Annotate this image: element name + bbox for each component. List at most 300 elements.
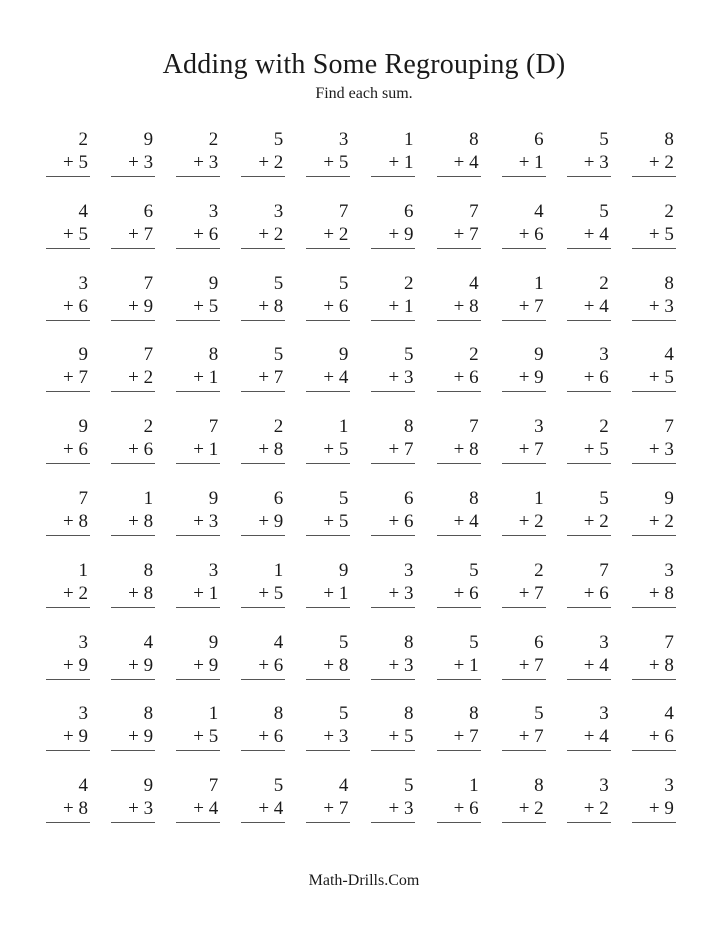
addend-top: 5 bbox=[534, 703, 544, 725]
addend-top: 3 bbox=[599, 344, 609, 366]
answer-line bbox=[111, 391, 155, 392]
answer-line bbox=[46, 607, 90, 608]
plus-sign: + bbox=[128, 510, 139, 532]
addend-bottom-value: 1 bbox=[403, 152, 414, 173]
addend-top: 8 bbox=[273, 703, 284, 725]
addition-problem bbox=[632, 773, 676, 833]
plus-sign: + bbox=[128, 726, 139, 748]
addend-bottom-value: 7 bbox=[534, 439, 544, 461]
plus-sign: + bbox=[193, 582, 204, 604]
plus-sign: + bbox=[193, 152, 204, 173]
addend-bottom-value: 2 bbox=[143, 367, 154, 389]
answer-line bbox=[632, 679, 676, 680]
answer-line bbox=[502, 463, 546, 464]
addend-top: 7 bbox=[469, 200, 479, 222]
plus-sign: + bbox=[193, 510, 204, 532]
plus-sign: + bbox=[388, 726, 400, 748]
answer-line bbox=[306, 176, 350, 177]
addend-top: 3 bbox=[78, 272, 88, 294]
addend-bottom bbox=[128, 152, 153, 174]
addend-bottom-value: 4 bbox=[599, 223, 609, 245]
addend-top: 8 bbox=[143, 703, 154, 725]
addend-bottom-value: 7 bbox=[534, 726, 544, 748]
addend-top: 6 bbox=[534, 631, 544, 653]
plus-sign: + bbox=[193, 223, 204, 245]
addend-bottom-value: 3 bbox=[599, 152, 609, 173]
answer-line bbox=[371, 822, 415, 823]
addend-bottom-value: 5 bbox=[78, 152, 88, 173]
addend-bottom-value: 2 bbox=[534, 510, 544, 532]
worksheet-title: Adding with Some Regrouping (D) bbox=[162, 49, 566, 80]
addend-top: 7 bbox=[664, 416, 674, 438]
addend-top: 2 bbox=[208, 129, 219, 150]
addend-bottom bbox=[258, 655, 283, 677]
addend-bottom-value: 7 bbox=[338, 798, 349, 820]
plus-sign: + bbox=[453, 798, 465, 820]
addition-problem bbox=[371, 630, 415, 690]
addition-problem bbox=[437, 486, 481, 546]
addend-bottom bbox=[454, 655, 479, 677]
addend-bottom bbox=[649, 511, 674, 533]
addend-bottom bbox=[128, 655, 153, 677]
addend-top: 8 bbox=[208, 344, 219, 366]
answer-line bbox=[241, 248, 285, 249]
addend-top: 3 bbox=[208, 559, 219, 581]
addend-bottom-value: 9 bbox=[664, 798, 674, 820]
plus-sign: + bbox=[583, 295, 595, 317]
plus-sign: + bbox=[518, 295, 530, 317]
plus-sign: + bbox=[128, 798, 139, 820]
answer-line bbox=[176, 248, 220, 249]
answer-line bbox=[111, 176, 155, 177]
addend-bottom bbox=[519, 511, 544, 533]
addition-problem bbox=[502, 701, 546, 761]
addition-problem bbox=[437, 773, 481, 833]
addend-bottom bbox=[323, 583, 348, 605]
answer-line bbox=[632, 463, 676, 464]
addend-bottom bbox=[519, 655, 544, 677]
answer-line bbox=[502, 391, 546, 392]
addend-bottom-value: 9 bbox=[78, 726, 88, 748]
addend-top: 4 bbox=[338, 775, 349, 797]
answer-line bbox=[241, 607, 285, 608]
answer-line bbox=[46, 176, 90, 177]
addend-bottom bbox=[584, 511, 609, 533]
addend-top: 9 bbox=[208, 487, 219, 509]
plus-sign: + bbox=[63, 510, 74, 532]
plus-sign: + bbox=[648, 510, 660, 532]
addend-bottom-value: 4 bbox=[599, 726, 609, 748]
addend-bottom-value: 8 bbox=[273, 295, 284, 317]
addend-bottom-value: 2 bbox=[599, 510, 609, 532]
plus-sign: + bbox=[258, 439, 270, 461]
addition-problem bbox=[567, 271, 611, 331]
addend-top: 5 bbox=[403, 344, 414, 366]
addend-bottom-value: 6 bbox=[143, 439, 154, 461]
addend-bottom-value: 8 bbox=[143, 582, 154, 604]
addend-bottom bbox=[389, 439, 414, 461]
addend-bottom bbox=[128, 798, 153, 820]
addend-top: 7 bbox=[78, 487, 88, 509]
answer-line bbox=[111, 822, 155, 823]
addend-bottom bbox=[128, 726, 153, 748]
addend-top: 8 bbox=[469, 703, 479, 725]
addend-top: 7 bbox=[469, 416, 479, 438]
addend-bottom bbox=[258, 726, 283, 748]
addition-problem bbox=[111, 701, 155, 761]
addend-bottom bbox=[584, 367, 609, 389]
addition-problem bbox=[632, 558, 676, 618]
addition-problem bbox=[176, 342, 220, 402]
addition-problem bbox=[46, 773, 90, 833]
addend-bottom bbox=[128, 296, 153, 318]
addition-problem bbox=[567, 127, 611, 187]
addend-top: 8 bbox=[143, 559, 154, 581]
plus-sign: + bbox=[518, 654, 530, 676]
addend-bottom bbox=[63, 439, 88, 461]
addend-bottom bbox=[649, 296, 674, 318]
addend-bottom bbox=[454, 224, 479, 246]
addend-top: 9 bbox=[78, 416, 88, 438]
answer-line bbox=[502, 750, 546, 751]
plus-sign: + bbox=[258, 582, 270, 604]
addend-bottom bbox=[323, 655, 348, 677]
addition-problem bbox=[241, 558, 285, 618]
plus-sign: + bbox=[388, 295, 400, 317]
addend-top: 5 bbox=[273, 272, 284, 294]
addend-bottom bbox=[454, 583, 479, 605]
addend-top: 5 bbox=[338, 703, 349, 725]
addition-problem bbox=[176, 630, 220, 690]
addend-bottom bbox=[193, 224, 218, 246]
footer-source: Math-Drills.Com bbox=[308, 872, 420, 889]
addend-bottom bbox=[649, 583, 674, 605]
answer-line bbox=[46, 248, 90, 249]
plus-sign: + bbox=[323, 295, 335, 317]
addend-bottom bbox=[128, 367, 153, 389]
addend-bottom-value: 9 bbox=[143, 295, 154, 317]
addend-top: 4 bbox=[78, 775, 88, 797]
addend-top: 9 bbox=[338, 559, 349, 581]
addend-bottom-value: 8 bbox=[664, 654, 674, 676]
addend-bottom-value: 7 bbox=[403, 439, 414, 461]
addition-problem bbox=[567, 199, 611, 259]
addition-problem bbox=[371, 558, 415, 618]
addition-problem bbox=[437, 199, 481, 259]
addend-bottom-value: 3 bbox=[664, 295, 674, 317]
plus-sign: + bbox=[648, 439, 660, 461]
addend-top: 2 bbox=[599, 416, 609, 438]
addend-bottom-value: 3 bbox=[664, 439, 674, 461]
addition-problem bbox=[437, 630, 481, 690]
addend-top: 9 bbox=[534, 344, 544, 366]
plus-sign: + bbox=[63, 798, 74, 820]
addition-problem bbox=[632, 342, 676, 402]
answer-line bbox=[567, 391, 611, 392]
addend-bottom-value: 1 bbox=[469, 654, 479, 676]
addend-bottom bbox=[454, 511, 479, 533]
addend-bottom-value: 6 bbox=[78, 295, 88, 317]
addend-bottom-value: 5 bbox=[338, 510, 349, 532]
addend-bottom-value: 6 bbox=[599, 582, 609, 604]
addition-problem bbox=[46, 271, 90, 331]
answer-line bbox=[371, 535, 415, 536]
addend-bottom-value: 7 bbox=[534, 582, 544, 604]
addend-bottom bbox=[389, 798, 414, 820]
plus-sign: + bbox=[323, 582, 335, 604]
addend-bottom-value: 4 bbox=[469, 152, 479, 173]
addend-bottom-value: 3 bbox=[208, 152, 219, 173]
addition-problem bbox=[502, 558, 546, 618]
answer-line bbox=[46, 463, 90, 464]
plus-sign: + bbox=[583, 223, 595, 245]
plus-sign: + bbox=[193, 295, 204, 317]
addend-top: 9 bbox=[208, 631, 219, 653]
addend-top: 5 bbox=[338, 487, 349, 509]
plus-sign: + bbox=[453, 295, 465, 317]
addend-bottom bbox=[193, 511, 218, 533]
plus-sign: + bbox=[648, 223, 660, 245]
addend-bottom bbox=[649, 152, 674, 174]
plus-sign: + bbox=[258, 654, 270, 676]
addend-bottom bbox=[584, 152, 609, 174]
addition-problem bbox=[241, 271, 285, 331]
addition-problem bbox=[371, 342, 415, 402]
addend-bottom bbox=[519, 367, 544, 389]
addend-top: 5 bbox=[273, 129, 284, 150]
plus-sign: + bbox=[193, 367, 204, 389]
addend-bottom bbox=[649, 798, 674, 820]
addition-problem bbox=[567, 486, 611, 546]
answer-line bbox=[567, 679, 611, 680]
addend-bottom bbox=[258, 367, 283, 389]
answer-line bbox=[567, 822, 611, 823]
plus-sign: + bbox=[128, 439, 139, 461]
addend-bottom-value: 1 bbox=[208, 582, 219, 604]
plus-sign: + bbox=[323, 654, 335, 676]
addend-top: 8 bbox=[403, 416, 414, 438]
addend-bottom-value: 5 bbox=[599, 439, 609, 461]
addend-top: 5 bbox=[273, 344, 284, 366]
answer-line bbox=[111, 679, 155, 680]
answer-line bbox=[176, 822, 220, 823]
answer-line bbox=[241, 535, 285, 536]
addend-bottom bbox=[519, 224, 544, 246]
answer-line bbox=[502, 320, 546, 321]
addend-top: 9 bbox=[143, 129, 154, 150]
plus-sign: + bbox=[453, 223, 465, 245]
addition-problem bbox=[502, 486, 546, 546]
addend-bottom bbox=[258, 439, 283, 461]
answer-line bbox=[176, 320, 220, 321]
answer-line bbox=[241, 320, 285, 321]
addend-top: 5 bbox=[403, 775, 414, 797]
addend-bottom bbox=[389, 296, 414, 318]
addend-bottom bbox=[584, 224, 609, 246]
addition-problem bbox=[502, 342, 546, 402]
answer-line bbox=[632, 176, 676, 177]
addend-bottom-value: 9 bbox=[534, 367, 544, 389]
addend-top: 1 bbox=[78, 559, 88, 581]
addend-bottom bbox=[258, 152, 283, 174]
addend-top: 4 bbox=[469, 272, 479, 294]
addend-bottom bbox=[649, 655, 674, 677]
addition-problem bbox=[632, 127, 676, 187]
addend-bottom-value: 4 bbox=[208, 798, 219, 820]
answer-line bbox=[437, 750, 481, 751]
plus-sign: + bbox=[63, 582, 74, 604]
addend-bottom-value: 6 bbox=[469, 367, 479, 389]
answer-line bbox=[632, 607, 676, 608]
answer-line bbox=[567, 607, 611, 608]
plus-sign: + bbox=[323, 798, 335, 820]
addition-problem bbox=[632, 414, 676, 474]
addition-problem bbox=[306, 127, 350, 187]
plus-sign: + bbox=[518, 439, 530, 461]
addend-bottom bbox=[193, 296, 218, 318]
plus-sign: + bbox=[648, 798, 660, 820]
answer-line bbox=[502, 176, 546, 177]
addition-problem bbox=[46, 486, 90, 546]
addend-bottom-value: 1 bbox=[403, 295, 414, 317]
answer-line bbox=[371, 679, 415, 680]
answer-line bbox=[176, 463, 220, 464]
plus-sign: + bbox=[63, 726, 74, 748]
plus-sign: + bbox=[583, 798, 595, 820]
addend-top: 5 bbox=[599, 129, 609, 150]
addend-bottom-value: 1 bbox=[208, 439, 219, 461]
answer-line bbox=[502, 248, 546, 249]
addition-problem bbox=[306, 558, 350, 618]
addend-top: 3 bbox=[403, 559, 414, 581]
addend-top: 4 bbox=[664, 703, 674, 725]
addend-top: 4 bbox=[78, 200, 88, 222]
answer-line bbox=[502, 607, 546, 608]
addend-bottom-value: 6 bbox=[534, 223, 544, 245]
plus-sign: + bbox=[453, 582, 465, 604]
plus-sign: + bbox=[193, 798, 204, 820]
addend-bottom bbox=[63, 583, 88, 605]
addition-problem bbox=[241, 127, 285, 187]
addend-bottom bbox=[258, 511, 283, 533]
answer-line bbox=[371, 248, 415, 249]
answer-line bbox=[111, 463, 155, 464]
answer-line bbox=[111, 535, 155, 536]
addend-bottom bbox=[128, 224, 153, 246]
plus-sign: + bbox=[453, 367, 465, 389]
plus-sign: + bbox=[583, 654, 595, 676]
addend-bottom bbox=[519, 152, 544, 174]
addend-top: 7 bbox=[599, 559, 609, 581]
addition-problem bbox=[437, 558, 481, 618]
addition-problem bbox=[567, 558, 611, 618]
addend-bottom bbox=[63, 367, 88, 389]
addition-problem bbox=[567, 773, 611, 833]
addend-bottom-value: 8 bbox=[338, 654, 349, 676]
addend-top: 5 bbox=[273, 775, 284, 797]
plus-sign: + bbox=[388, 439, 400, 461]
answer-line bbox=[567, 320, 611, 321]
answer-line bbox=[176, 679, 220, 680]
addition-problem bbox=[176, 486, 220, 546]
answer-line bbox=[437, 320, 481, 321]
addend-bottom bbox=[584, 798, 609, 820]
addend-top: 6 bbox=[534, 129, 544, 150]
addend-top: 3 bbox=[208, 200, 219, 222]
addition-problem bbox=[567, 701, 611, 761]
plus-sign: + bbox=[258, 367, 270, 389]
plus-sign: + bbox=[648, 152, 660, 173]
answer-line bbox=[241, 822, 285, 823]
addend-top: 9 bbox=[143, 775, 154, 797]
answer-line bbox=[632, 248, 676, 249]
addend-bottom-value: 7 bbox=[534, 654, 544, 676]
addition-problem bbox=[46, 127, 90, 187]
addend-bottom-value: 1 bbox=[534, 152, 544, 173]
answer-line bbox=[567, 535, 611, 536]
answer-line bbox=[241, 679, 285, 680]
answer-line bbox=[306, 750, 350, 751]
addend-top: 6 bbox=[403, 487, 414, 509]
addend-top: 7 bbox=[338, 200, 349, 222]
plus-sign: + bbox=[583, 367, 595, 389]
addend-top: 1 bbox=[273, 559, 284, 581]
addend-top: 3 bbox=[78, 631, 88, 653]
addend-bottom-value: 3 bbox=[403, 654, 414, 676]
addend-bottom bbox=[63, 798, 88, 820]
addend-bottom-value: 9 bbox=[403, 223, 414, 245]
addend-top: 3 bbox=[599, 703, 609, 725]
addition-problem bbox=[306, 773, 350, 833]
addition-problem bbox=[502, 773, 546, 833]
addend-top: 3 bbox=[78, 703, 88, 725]
addend-bottom-value: 7 bbox=[469, 223, 479, 245]
addend-bottom bbox=[323, 439, 348, 461]
addend-bottom-value: 4 bbox=[338, 367, 349, 389]
addition-problem bbox=[111, 342, 155, 402]
addend-bottom-value: 4 bbox=[599, 654, 609, 676]
answer-line bbox=[241, 391, 285, 392]
addend-top: 2 bbox=[143, 416, 154, 438]
addition-problem bbox=[176, 414, 220, 474]
addend-top: 9 bbox=[338, 344, 349, 366]
addition-problem bbox=[371, 127, 415, 187]
addend-bottom bbox=[519, 798, 544, 820]
answer-line bbox=[567, 248, 611, 249]
addend-bottom bbox=[389, 583, 414, 605]
answer-line bbox=[437, 535, 481, 536]
addend-top: 2 bbox=[664, 200, 674, 222]
addition-problem bbox=[111, 199, 155, 259]
plus-sign: + bbox=[583, 582, 595, 604]
addend-bottom bbox=[323, 798, 348, 820]
addition-problem bbox=[502, 414, 546, 474]
addend-bottom bbox=[323, 367, 348, 389]
plus-sign: + bbox=[323, 726, 335, 748]
addend-bottom bbox=[63, 726, 88, 748]
addend-top: 5 bbox=[338, 631, 349, 653]
plus-sign: + bbox=[648, 367, 660, 389]
addend-bottom bbox=[519, 726, 544, 748]
answer-line bbox=[306, 822, 350, 823]
plus-sign: + bbox=[518, 726, 530, 748]
plus-sign: + bbox=[388, 510, 400, 532]
addend-bottom bbox=[584, 296, 609, 318]
plus-sign: + bbox=[518, 582, 530, 604]
plus-sign: + bbox=[258, 510, 270, 532]
plus-sign: + bbox=[323, 510, 335, 532]
answer-line bbox=[111, 248, 155, 249]
